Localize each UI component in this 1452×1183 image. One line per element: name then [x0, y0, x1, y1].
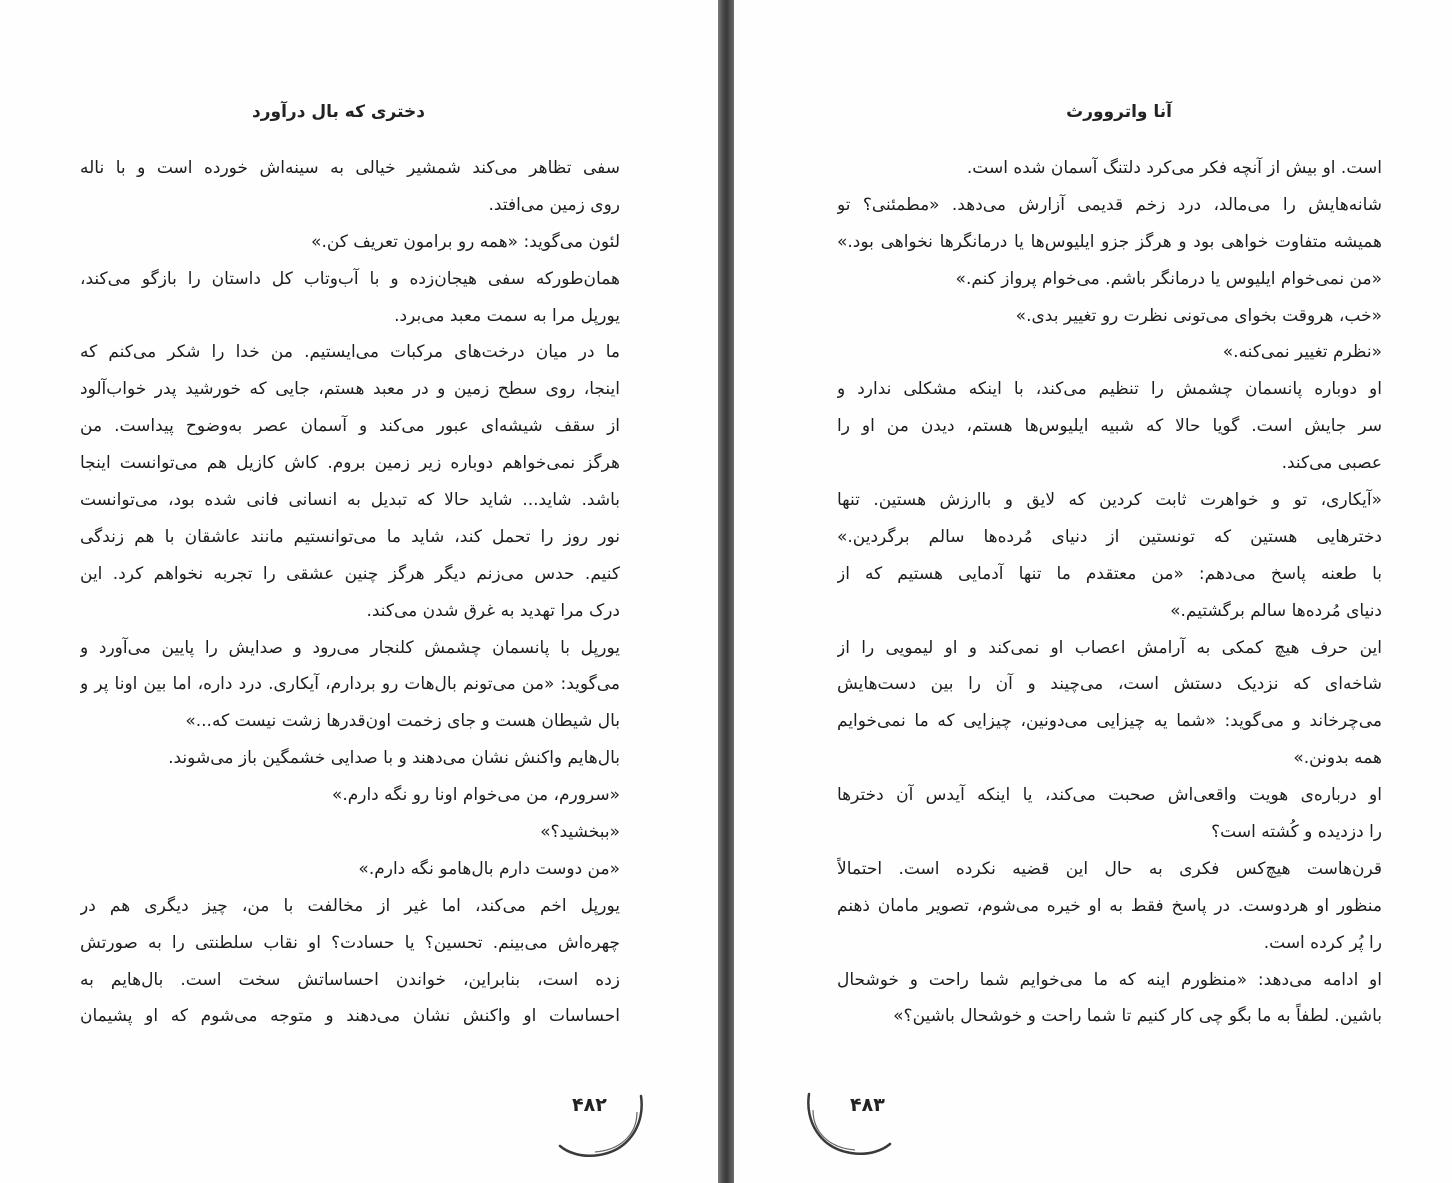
- left-page-body: [80, 150, 620, 1035]
- text-line: «خب، هروقت بخوای می‌تونی نظرت رو تغییر بدی.»: [1015, 305, 1382, 326]
- text-line: قرن‌هاست هیچ‌کس فکری به حال این قضیه نکرده است. احتمالاً: [837, 858, 1382, 879]
- right-page-body: [837, 150, 1382, 1035]
- text-line: این حرف هیچ کمکی به آرامش اعصاب او نمی‌کند و او لیمویی را از: [837, 637, 1382, 658]
- text-line: یورپل مرا به سمت معبد می‌برد.: [394, 305, 620, 326]
- text-line: شانه‌هایش را می‌مالد، درد زخم قدیمی آزارش می‌دهد. «مطمئنی؟ تو: [837, 194, 1382, 215]
- text-line: او درباره‌ی هویت واقعی‌اش صحبت می‌کند، یا اینکه آیدس آن دخترها: [837, 785, 1382, 806]
- left-page: [0, 0, 718, 1183]
- running-head-right: آنا واتروورث: [1066, 102, 1172, 122]
- text-line: عصبی می‌کند.: [1281, 453, 1382, 474]
- text-line: بال شیطان هست و جای زخمت اون‌قدرها زشت نیست که...»: [185, 711, 620, 732]
- text-line: هرگز نمی‌خواهم دوباره زیر زمین بروم. کاش کازیل هم می‌توانست اینجا: [80, 453, 620, 474]
- text-line: یورپل با پانسمان چشمش کلنجار می‌رود و صدایش را پایین می‌آورد و: [80, 637, 620, 658]
- text-line: دنیای مُرده‌ها سالم برگشتیم.»: [1170, 600, 1382, 621]
- text-line: باشد. شاید... شاید حالا که تبدیل به انسانی فانی شده بود، می‌توانست: [80, 490, 620, 511]
- text-line: نور روز را تحمل کند، شاید ما می‌توانستیم مانند عاشقان با هم زندگی: [80, 526, 620, 547]
- text-line: روی زمین می‌افتد.: [488, 194, 620, 215]
- text-line: می‌گوید: «من می‌تونم بال‌هات رو بردارم، آیکاری. درد داره، اما بین اونا پر و: [80, 674, 620, 695]
- text-line: «ببخشید؟»: [540, 822, 620, 843]
- text-line: همیشه متفاوت خواهی بود و هرگز جزو ایلیوس‌ها یا درمانگرها نخواهی بود.»: [837, 231, 1382, 252]
- text-line: دخترهایی هستین که تونستین از دنیای مُرده‌ها سالم برگردین.»: [837, 526, 1382, 547]
- text-line: «آیکاری، تو و خواهرت ثابت کردین که لایق و باارزش هستین. تنها: [837, 490, 1382, 511]
- text-line: یورپل اخم می‌کند، اما غیر از مخالفت با من، چیز دیگری هم در: [80, 895, 620, 916]
- text-line: او ادامه می‌دهد: «منظورم اینه که ما می‌خوایم شما راحت و خوشحال: [837, 969, 1382, 990]
- text-line: باشین. لطفاً به ما بگو چی کار کنیم تا شما راحت و خوشحال باشین؟»: [893, 1006, 1382, 1027]
- text-line: ما در میان درخت‌های مرکبات می‌ایستیم. من خدا را شکر می‌کنم که: [80, 342, 620, 363]
- book-spine: [718, 0, 734, 1183]
- text-line: «من دوست دارم بال‌هامو نگه دارم.»: [358, 858, 620, 879]
- text-line: را پُر کرده است.: [1263, 932, 1382, 953]
- text-line: «نظرم تغییر نمی‌کنه.»: [1222, 342, 1382, 363]
- text-line: «من نمی‌خوام ایلیوس یا درمانگر باشم. می‌خوام پرواز کنم.»: [955, 268, 1382, 289]
- text-line: چهره‌اش می‌بینم. تحسین؟ یا حسادت؟ او نقاب سلطنتی را به صورتش: [80, 932, 620, 953]
- text-line: می‌چرخاند و می‌گوید: «شما یه چیزایی می‌دونین، چیزایی که ما نمی‌خوایم: [837, 711, 1382, 732]
- text-line: احساسات او واکنش نشان می‌دهند و متوجه می‌شوم که او پشیمان: [80, 1006, 620, 1027]
- page-number-right: ۴۸۳: [850, 1094, 885, 1116]
- text-line: را دزدیده و کُشته است؟: [1211, 822, 1382, 843]
- text-line: با طعنه پاسخ می‌دهم: «من معتقدم ما تنها آدمایی هستیم که از: [837, 563, 1382, 584]
- text-line: از سقف شیشه‌ای عبور می‌کند و آسمان عصر به‌وضوح پیداست. من: [80, 416, 620, 437]
- text-line: «سرورم، من می‌خوام اونا رو نگه دارم.»: [331, 785, 620, 806]
- text-line: زده است، بنابراین، خواندن احساساتش سخت است. بال‌هایم به: [80, 969, 620, 990]
- text-line: درک مرا تهدید به غرق شدن می‌کند.: [366, 600, 620, 621]
- text-line: سر جایش است. گویا حالا که شبیه ایلیوس‌ها هستم، دیدن من او را: [837, 416, 1382, 437]
- right-page: [734, 0, 1452, 1183]
- text-line: همه بدونن.»: [1293, 748, 1382, 769]
- text-line: همان‌طورکه سفی هیجان‌زده و با آب‌وتاب کل داستان را بازگو می‌کند،: [80, 268, 620, 289]
- page-number-left: ۴۸۲: [572, 1094, 607, 1116]
- text-line: اینجا، روی سطح زمین و در معبد هستم، جایی که خورشید پدر خواب‌آلود: [80, 379, 620, 400]
- text-line: منظور او هردوست. در پاسخ فقط به او خیره می‌شوم، تصویر مامان ذهنم: [837, 895, 1382, 916]
- text-line: او دوباره پانسمان چشمش را تنظیم می‌کند، با اینکه مشکلی ندارد و: [837, 379, 1382, 400]
- text-line: سفی تظاهر می‌کند شمشیر خیالی به سینه‌اش خورده است و با ناله: [80, 158, 620, 178]
- text-line: لئون می‌گوید: «همه رو برامون تعریف کن.»: [311, 231, 620, 252]
- text-line: بال‌هایم واکنش نشان می‌دهند و با صدایی خشمگین باز می‌شوند.: [168, 748, 620, 769]
- text-line: شاخه‌ای که نزدیک دستش است، می‌چیند و آن را بین دست‌هایش: [837, 674, 1382, 695]
- text-line: کنیم. حدس می‌زنم دیگر هرگز چنین عشقی را تجربه نخواهم کرد. این: [80, 563, 620, 584]
- running-head-left: دختری که بال درآورد: [252, 102, 425, 122]
- text-line: است. او بیش از آنچه فکر می‌کرد دلتنگ آسمان شده است.: [966, 158, 1382, 178]
